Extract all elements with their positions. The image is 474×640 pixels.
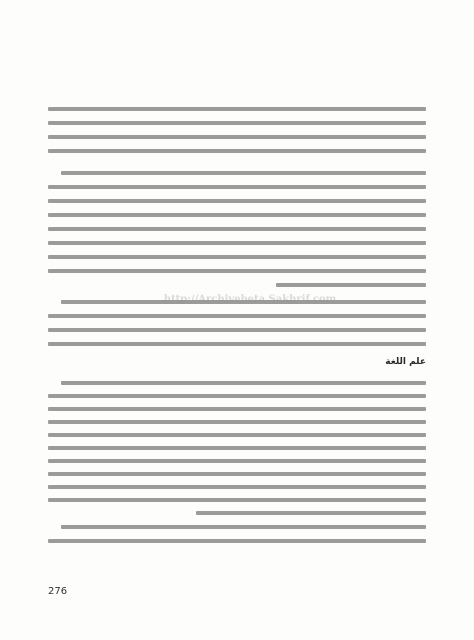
text-line xyxy=(48,472,426,476)
text-line xyxy=(48,107,426,111)
text-line xyxy=(48,213,426,217)
text-line xyxy=(48,433,426,437)
text-line xyxy=(61,525,426,529)
text-line xyxy=(48,149,426,153)
text-line xyxy=(48,227,426,231)
text-line xyxy=(48,407,426,411)
text-line xyxy=(48,498,426,502)
text-line xyxy=(48,420,426,424)
text-line xyxy=(48,328,426,332)
text-line xyxy=(48,394,426,398)
text-line xyxy=(48,314,426,318)
text-line xyxy=(276,283,426,287)
text-line xyxy=(48,199,426,203)
text-line xyxy=(48,121,426,125)
text-line xyxy=(48,135,426,139)
text-line xyxy=(48,459,426,463)
text-line xyxy=(48,269,426,273)
text-line xyxy=(61,381,426,385)
text-line xyxy=(61,300,426,304)
paragraph-3 xyxy=(48,300,426,350)
text-line xyxy=(61,171,426,175)
paragraph-1 xyxy=(48,107,426,157)
text-line xyxy=(196,511,426,515)
section-heading: علم اللغة xyxy=(385,357,426,367)
text-line xyxy=(48,185,426,189)
text-line xyxy=(48,485,426,489)
page-number: 276 xyxy=(48,586,68,597)
text-line xyxy=(48,539,426,543)
text-line xyxy=(48,255,426,259)
text-line xyxy=(48,241,426,245)
paragraph-5 xyxy=(48,525,426,545)
text-line xyxy=(48,342,426,346)
paragraph-2 xyxy=(48,171,426,286)
paragraph-4 xyxy=(48,381,426,521)
text-line xyxy=(48,446,426,450)
watermark: http://Archivebeta.Sakhrif.com xyxy=(163,294,337,305)
